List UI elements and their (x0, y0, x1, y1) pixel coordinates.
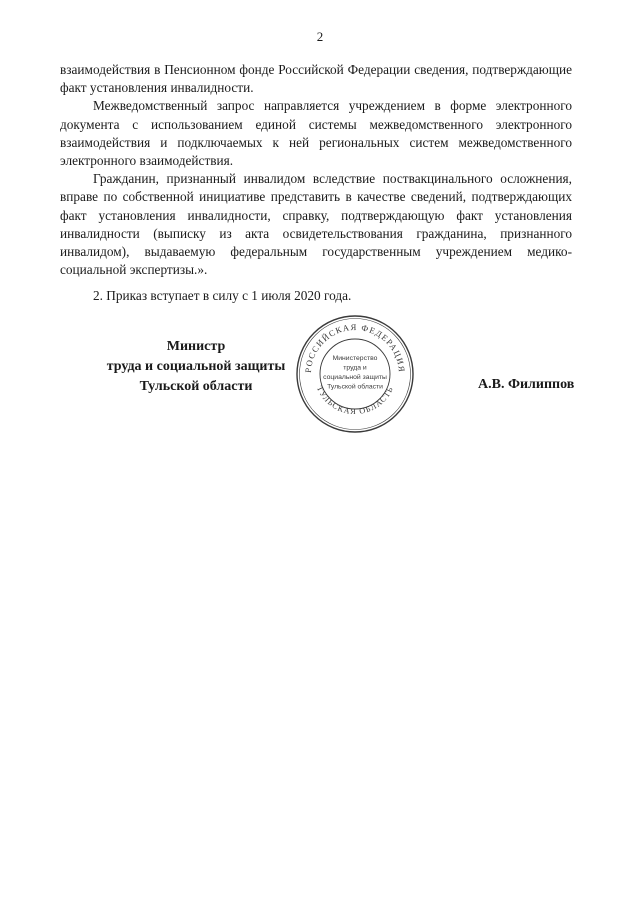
document-body (60, 61, 572, 279)
official-seal (293, 312, 417, 436)
signatory-title-line: Министр (166, 339, 226, 354)
seal-center-line: социальной защиты (323, 374, 387, 381)
page-number: 2 (316, 29, 324, 44)
seal-center-line: Тульской области (327, 383, 383, 391)
paragraph-interagency-request: Межведомственный запрос направляется учреждением в форме электронного документа с использованием единой системы межведомственного электронного взаимодействия и подключаемых к ней региональных систем межведомственного электронного взаимодействия. (60, 98, 572, 169)
seal-outer-text: РОССИЙСКАЯ ФЕДЕРАЦИЯ (302, 321, 408, 374)
signatory-title-line: труда и социальной защиты (106, 359, 286, 374)
seal-center-line: труда и (343, 364, 367, 372)
signatory-title-line: Тульской области (139, 379, 253, 394)
signatory-name: А.В. Филиппов (478, 377, 575, 392)
seal-center-line: Министерство (332, 355, 378, 362)
order-item-2: 2. Приказ вступает в силу с 1 июля 2020 года. (93, 288, 352, 303)
signatory-title (96, 337, 296, 397)
paragraph-citizen-right: Гражданин, признанный инвалидом вследствие поствакцинального осложнения, вправе по собственной инициативе представить в качестве сведений, подтверждающих факт установления инвалидности, справку, подтверждающую факт установления инвалидности (выписку из акта освидетельствования гражданина, признанного инвалидом), выдаваемую федеральным государственным учреждением медико-социальной экспертизы.». (60, 171, 572, 278)
paragraph-continuation: взаимодействия в Пенсионном фонде Российской Федерации сведения, подтверждающие факт установления инвалидности. (60, 62, 572, 96)
seal-bottom-text: ТУЛЬСКАЯ ОБЛАСТЬ (314, 384, 396, 417)
